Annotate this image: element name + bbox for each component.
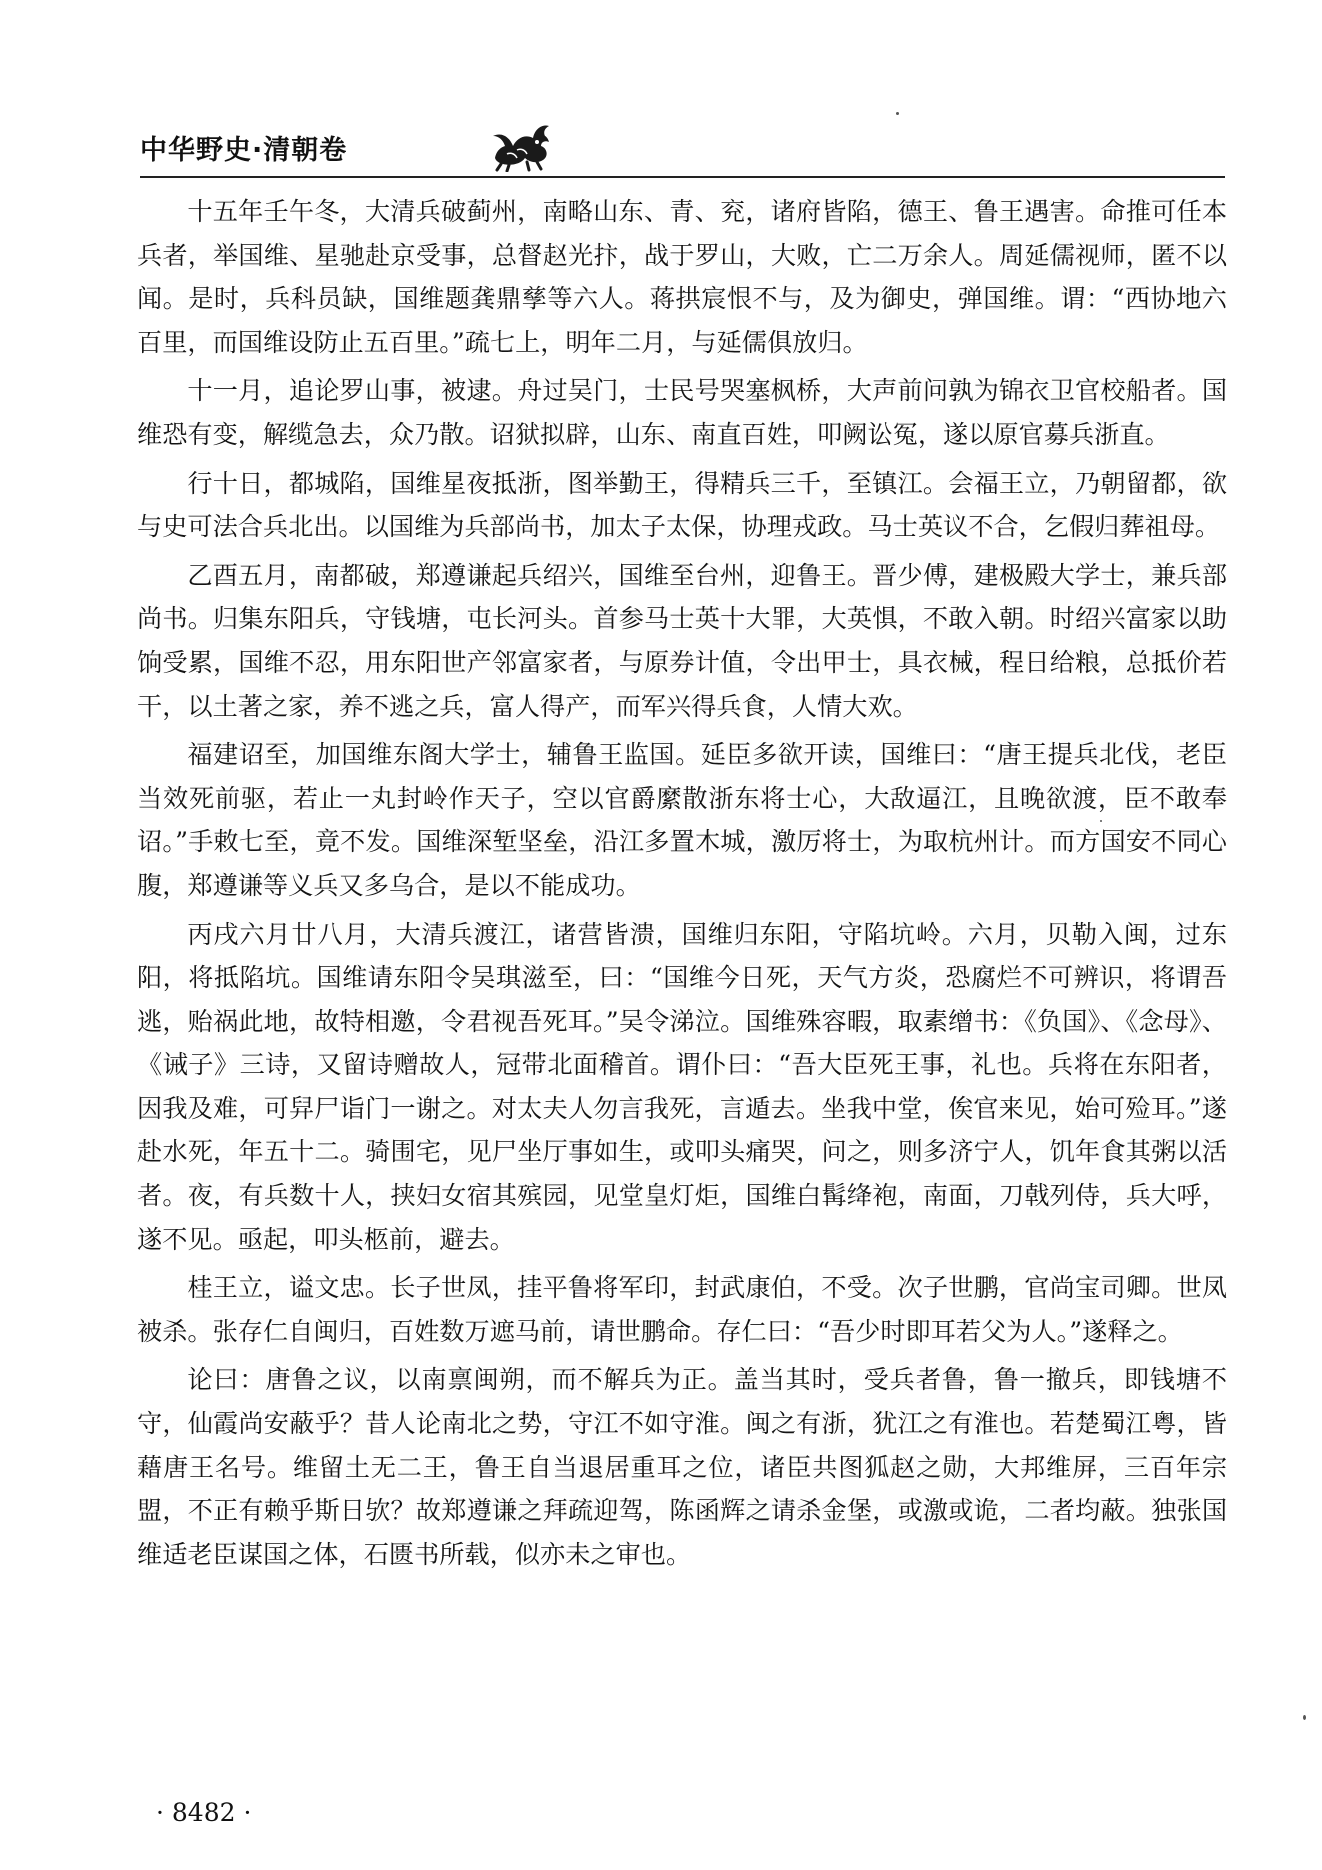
book-title: 中华野史·清朝卷 [140, 135, 348, 166]
paragraph: 桂王立，谥文忠。长子世凤，挂平鲁将军印，封武康伯，不受。次子世鹏，官尚宝司卿。世凤被杀。张存仁自闽归，百姓数万遮马前，请世鹏命。存仁曰：“吾少时即耳若父为人。”遂释之。 [137, 1273, 1227, 1346]
header-divider [140, 176, 1225, 178]
paragraph: 丙戌六月廿八月，大清兵渡江，诸营皆溃，国维归东阳，守陷坑岭。六月，贝勒入闽，过东阳，将抵陷坑。国维请东阳令吴琪滋至，曰：“国维今日死，天气方炎，恐腐烂不可辨识，将谓吾逃，贻祸此地，故特相邀，令君视吾死耳。”吴令涕泣。国维殊容暇，取素缯书：《负国》、《念母》、《诫子》三诗，又留诗赠故人，冠带北面稽首。谓仆曰：“吾大臣死王事，礼也。兵将在东阳者，因我及难，可舁尸诣门一谢之。对太夫人勿言我死，言遁去。坐我中堂，俟官来见，始可殓耳。”遂赴水死，年五十二。骑围宅，见尸坐厅事如生，或叩头痛哭，问之，则多济宁人，饥年食其粥以活者。夜，有兵数十人，挟妇女宿其殡园，见堂皇灯炬，国维白髯绛袍，南面，刀戟列侍，兵大呼，遂不见。亟起，叩头柩前，避去。 [137, 919, 1227, 1254]
paragraph: 福建诏至，加国维东阁大学士，辅鲁王监国。延臣多欲开读，国维曰：“唐王提兵北伐，老臣当效死前驱，若止一丸封岭作天子，空以官爵縻散浙东将士心，大敌逼江，且晚欲渡，臣不敢奉诏。”手敕七至，竟不发。国维深堑坚垒，沿江多置木城，激厉将士，为取杭州计。而方国安不同心腹，郑遵谦等义兵又多乌合，是以不能成功。 [137, 740, 1227, 900]
running-header [140, 118, 1230, 188]
body-text [137, 190, 1227, 1581]
paragraph: 十一月，追论罗山事，被逮。舟过吴门，士民号哭塞枫桥，大声前问孰为锦衣卫官校船者。国维恐有变，解缆急去，众乃散。诏狱拟辟，山东、南直百姓，叩阙讼冤，遂以原官募兵浙直。 [137, 376, 1227, 449]
scan-speck [1100, 820, 1102, 822]
page-number: · 8482 · [156, 1798, 252, 1827]
paragraph: 论曰：唐鲁之议，以南禀闽朔，而不解兵为正。盖当其时，受兵者鲁，鲁一撤兵，即钱塘不守，仙霞尚安蔽乎？昔人论南北之势，守江不如守淮。闽之有浙，犹江之有淮也。若楚蜀江粤，皆藉唐王名号。维留土无二王，鲁王自当退居重耳之位，诸臣共图狐赵之勋，大邦维屏，三百年宗盟，不正有赖乎斯日欤？故郑遵谦之拜疏迎驾，陈函辉之请杀金堡，或激或诡，二者均蔽。独张国维适老臣谋国之体，石匮书所载，似亦未之审也。 [137, 1365, 1227, 1569]
paragraph: 十五年壬午冬，大清兵破蓟州，南略山东、青、兖，诸府皆陷，德王、鲁王遇害。命推可任本兵者，举国维、星驰赴京受事，总督赵光抃，战于罗山，大败，亡二万余人。周延儒视师，匿不以闻。是时，兵科员缺，国维题龚鼎孳等六人。蒋拱宸恨不与，及为御史，弹国维。谓：“西协地六百里，而国维设防止五百里。”疏七上，明年二月，与延儒俱放归。 [137, 197, 1227, 357]
dragon-emblem-icon [487, 118, 557, 172]
paragraph: 乙酉五月，南都破，郑遵谦起兵绍兴，国维至台州，迎鲁王。晋少傅，建极殿大学士，兼兵部尚书。归集东阳兵，守钱塘，屯长河头。首参马士英十大罪，大英惧，不敢入朝。时绍兴富家以助饷受累，国维不忍，用东阳世产邻富家者，与原券计值，令出甲士，具衣械，程日给粮，总抵价若干，以土著之家，养不逃之兵，富人得产，而军兴得兵食，人情大欢。 [137, 560, 1227, 721]
scan-speck [896, 112, 899, 115]
paragraph: 行十日，都城陷，国维星夜抵浙，图举勤王，得精兵三千，至镇江。会福王立，乃朝留都，欲与史可法合兵北出。以国维为兵部尚书，加太子太保，协理戎政。马士英议不合，乞假归葬祖母。 [137, 468, 1227, 542]
scan-speck [1303, 1715, 1306, 1720]
